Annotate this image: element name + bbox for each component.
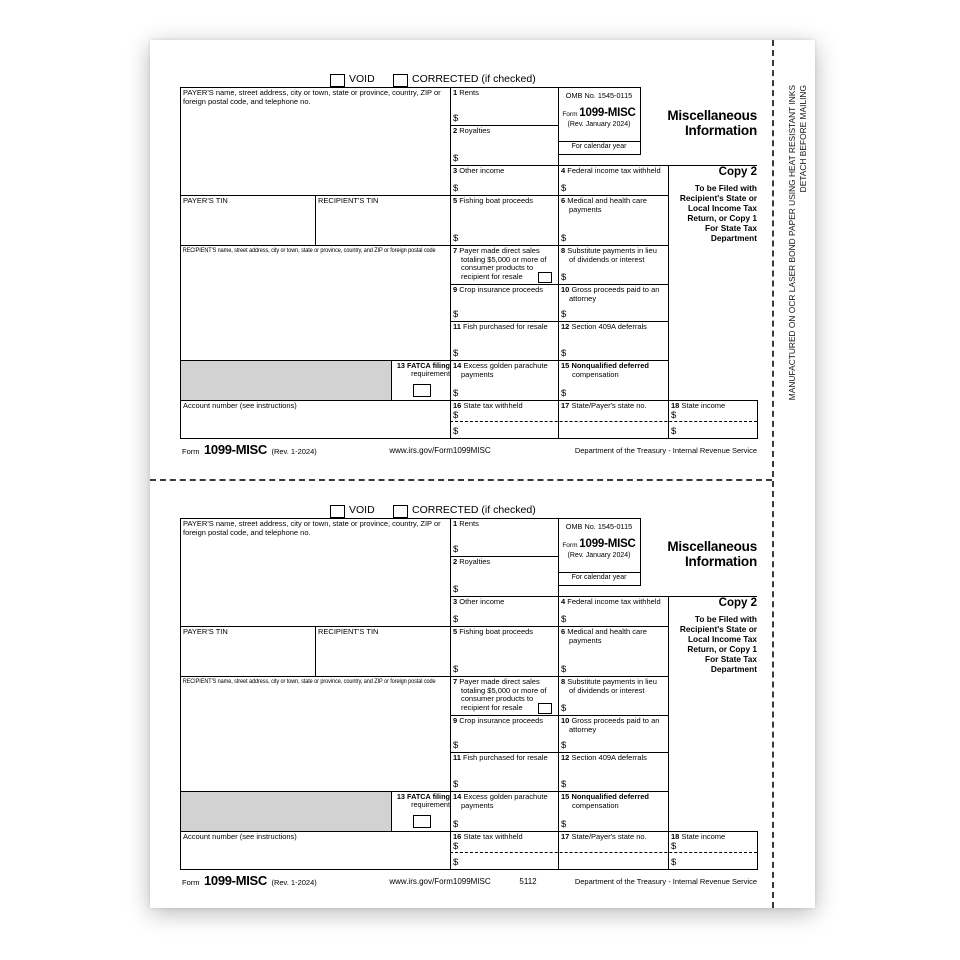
box-10-gross-proceeds: [558, 715, 668, 752]
corrected-label: CORRECTED (if checked): [412, 504, 536, 516]
box-label: [450, 400, 558, 411]
dollar-sign: $: [561, 272, 567, 283]
box-14-golden-parachute: [450, 360, 558, 400]
box-label: [558, 195, 659, 214]
recipient-tin-cell: [315, 626, 450, 676]
box-6-medical-payments: [558, 195, 668, 245]
corrected-checkbox[interactable]: [393, 505, 408, 518]
payer-info-label: PAYER'S name, street address, city or town, state or province, country, ZIP or foreign postal code, and telephone no.: [183, 519, 441, 537]
box-text: Fish purchased for resale: [463, 322, 548, 331]
box-text-line2: compensation: [572, 369, 619, 379]
dollar-sign: $: [671, 857, 677, 868]
box-11-fish-purchased: [450, 321, 558, 360]
copy-label: Copy 2: [718, 597, 757, 609]
account-number-cell: [180, 831, 450, 869]
payer-tin-label: PAYER'S TIN: [183, 196, 228, 205]
box-label: [450, 626, 558, 637]
box-17-payer-state-no: [558, 831, 668, 869]
box-2-royalties: [450, 125, 558, 165]
box-18-state-income: [668, 831, 757, 869]
box-11-fish-purchased: [450, 752, 558, 791]
form-title-line1: Miscellaneous: [667, 108, 757, 123]
dollar-sign: $: [671, 841, 677, 852]
box-number: 3: [453, 166, 458, 175]
box-label: [558, 284, 666, 303]
box-number: 18: [671, 832, 680, 841]
payer-tin-cell: [180, 195, 315, 245]
box-label: [558, 626, 659, 645]
box-number: 5: [453, 627, 458, 636]
form-word: Form: [562, 542, 578, 549]
form-title-line2: Information: [684, 554, 757, 569]
void-label: VOID: [349, 504, 375, 516]
box-number: 18: [671, 401, 680, 410]
treasury-line: Department of the Treasury - Internal Revenue Service: [574, 446, 757, 455]
box-text: Rents: [459, 88, 479, 97]
box-text: Excess golden parachute payments: [461, 792, 548, 810]
box-text: State/Payer's state no.: [571, 832, 647, 841]
box-text: State tax withheld: [463, 401, 523, 410]
irs-url: www.irs.gov/Form1099MISC: [389, 877, 491, 886]
box-number: 17: [561, 832, 570, 841]
edge-print-note: [787, 85, 809, 415]
box-number: 13: [396, 792, 405, 801]
box-text: State/Payer's state no.: [571, 401, 647, 410]
box-text: Payer made direct sales totaling $5,000 or more of consumer products to recipient for resale: [459, 677, 547, 712]
box-text: State income: [681, 832, 726, 841]
box-number: 6: [561, 196, 566, 205]
account-number-label: Account number (see instructions): [183, 832, 297, 841]
copy-note-line: Local Income Tax: [687, 203, 757, 213]
recipient-tin-label: RECIPIENT'S TIN: [318, 196, 379, 205]
recipient-tin-cell: [315, 195, 450, 245]
shaded-unused-box: [180, 791, 391, 831]
omb-number: OMB No. 1545-0115: [565, 91, 633, 100]
box-label: [450, 195, 558, 206]
payer-info-cell: [180, 87, 448, 195]
form-number: 1099-MISC: [579, 107, 636, 119]
dollar-sign: $: [561, 703, 567, 714]
box-text: Fishing boat proceeds: [459, 196, 534, 205]
box-label: [668, 400, 757, 411]
void-checkbox[interactable]: [330, 74, 345, 87]
box-number: 8: [561, 246, 566, 255]
form-title-line1: Miscellaneous: [667, 539, 757, 554]
box-text: Fish purchased for resale: [463, 753, 548, 762]
fatca-checkbox[interactable]: [413, 384, 431, 397]
footer-revision: (Rev. 1-2024): [271, 447, 317, 456]
box-label: [558, 400, 668, 411]
dollar-sign: $: [453, 348, 459, 359]
dollar-sign: $: [453, 614, 459, 625]
copy-note-line: Recipient's State or: [679, 193, 757, 203]
dollar-sign: $: [561, 779, 567, 790]
form-title-line2: Information: [684, 123, 757, 138]
dollar-sign: $: [453, 410, 459, 421]
box-text: Medical and health care payments: [567, 196, 647, 214]
box-text: Other income: [459, 166, 505, 175]
box-5-fishing-boat: [450, 626, 558, 676]
box-7-direct-sales: [450, 245, 553, 284]
box-label: [558, 715, 666, 734]
void-corrected-row: [150, 73, 815, 87]
dollar-sign: $: [453, 740, 459, 751]
box-text: Crop insurance proceeds: [459, 716, 544, 725]
box-text: Royalties: [459, 557, 491, 566]
void-label: VOID: [349, 73, 375, 85]
box-7-direct-sales: [450, 676, 553, 715]
box-9-crop-insurance: [450, 284, 558, 321]
copy-note-line: Local Income Tax: [687, 634, 757, 644]
box-text: Federal income tax withheld: [567, 166, 661, 175]
box-text: Excess golden parachute payments: [461, 361, 548, 379]
copy-note-line: Department: [710, 233, 757, 243]
box-number: 3: [453, 597, 458, 606]
box-13-fatca: [391, 360, 450, 402]
box-number: 9: [453, 716, 458, 725]
form-title: [620, 108, 757, 138]
dollar-sign: $: [561, 819, 567, 830]
box-text: Gross proceeds paid to an attorney: [569, 716, 660, 734]
box-number: 16: [453, 401, 462, 410]
dollar-sign: $: [671, 410, 677, 421]
dollar-sign: $: [561, 183, 567, 194]
product-code: 5112: [519, 877, 537, 886]
vertical-perforation: [772, 40, 774, 908]
copy-note-line: For State Tax: [705, 654, 757, 664]
box-text: FATCA filing: [407, 361, 450, 370]
direct-sales-checkbox[interactable]: [538, 272, 552, 283]
box-4-federal-tax: [558, 165, 668, 195]
box-number: 16: [453, 832, 462, 841]
box-text: Other income: [459, 597, 505, 606]
box-3-other-income: [450, 165, 558, 195]
recipient-info-cell: [180, 676, 450, 791]
box-6-medical-payments: [558, 626, 668, 676]
calendar-year-cell: For calendar year: [571, 143, 627, 150]
box-label: [558, 752, 668, 763]
box-label: [668, 831, 757, 842]
box-4-federal-tax: [558, 596, 668, 626]
dollar-sign: $: [561, 664, 567, 675]
form-footer: [150, 441, 757, 459]
box-text: Payer made direct sales totaling $5,000 or more of consumer products to recipient for resale: [459, 246, 547, 281]
box-13-fatca: [391, 791, 450, 833]
box-12-409a-deferrals: [558, 321, 668, 360]
box-text: State income: [681, 401, 726, 410]
box-label: [558, 676, 666, 695]
box-number: 2: [453, 126, 458, 135]
form-copy-bottom: [150, 506, 815, 896]
footer-form-id: [182, 441, 317, 459]
corrected-checkbox[interactable]: [393, 74, 408, 87]
box-number: 12: [561, 322, 570, 331]
detach-note: DETACH BEFORE MAILING: [798, 85, 808, 193]
form-sheet: [150, 40, 815, 908]
box-2-royalties: [450, 556, 558, 596]
box-number: 4: [561, 597, 566, 606]
grid-line: [757, 400, 758, 438]
box-number: 1: [453, 519, 458, 528]
omb-number: OMB No. 1545-0115: [565, 522, 633, 531]
box-12-409a-deferrals: [558, 752, 668, 791]
recipient-info-cell: [180, 245, 450, 360]
box-8-substitute-payments: [558, 676, 668, 715]
box-label: [450, 165, 558, 176]
box-number: 6: [561, 627, 566, 636]
calendar-year-cell: For calendar year: [571, 574, 627, 581]
box-number: 12: [561, 753, 570, 762]
dollar-sign: $: [453, 819, 459, 830]
dollar-sign: $: [453, 153, 459, 164]
form-copy-top: [150, 75, 815, 465]
corrected-label: CORRECTED (if checked): [412, 73, 536, 85]
box-text: Rents: [459, 519, 479, 528]
copy-note-line: To be Filed with: [694, 614, 757, 624]
dollar-sign: $: [453, 233, 459, 244]
box-label: [450, 596, 558, 607]
box-number: 11: [453, 322, 461, 331]
irs-url: www.irs.gov/Form1099MISC: [389, 446, 491, 455]
account-number-cell: [180, 400, 450, 438]
dollar-sign: $: [453, 664, 459, 675]
box-label: [450, 360, 558, 379]
box-label: [450, 831, 558, 842]
form-revision: (Rev. January 2024): [567, 552, 631, 559]
form-title: [620, 539, 757, 569]
account-number-label: Account number (see instructions): [183, 401, 297, 410]
box-number: 7: [453, 677, 458, 686]
dollar-sign: $: [453, 841, 459, 852]
box-label: [450, 791, 558, 810]
box-17-payer-state-no: [558, 400, 668, 438]
box-number: 1: [453, 88, 458, 97]
box-number: 11: [453, 753, 461, 762]
box-8-substitute-payments: [558, 245, 668, 284]
box-label: [558, 360, 668, 379]
box-16-state-tax: [450, 400, 558, 438]
direct-sales-checkbox[interactable]: [538, 703, 552, 714]
box-1-rents: [450, 87, 558, 125]
dollar-sign: $: [561, 233, 567, 244]
box-label: [450, 284, 558, 295]
dollar-sign: $: [453, 183, 459, 194]
box-number: 14: [453, 792, 462, 801]
footer-form-word: Form: [182, 447, 200, 456]
copy-note-line: Return, or Copy 1: [687, 644, 757, 654]
box-number: 7: [453, 246, 458, 255]
dollar-sign: $: [453, 779, 459, 790]
box-number: 8: [561, 677, 566, 686]
box-15-nonqualified-deferred: [558, 791, 668, 831]
box-text: Medical and health care payments: [567, 627, 647, 645]
box-text: Substitute payments in lieu of dividends or interest: [567, 246, 657, 264]
copy-note-line: To be Filed with: [694, 183, 757, 193]
footer-form-number: 1099-MISC: [203, 442, 268, 457]
recipient-info-label: RECIPIENT'S name, street address, city or town, state or province, country, and ZIP or foreign postal code: [182, 247, 436, 254]
payer-tin-cell: [180, 626, 315, 676]
box-text: Royalties: [459, 126, 491, 135]
box-10-gross-proceeds: [558, 284, 668, 321]
footer-form-word: Form: [182, 878, 200, 887]
dollar-sign: $: [453, 544, 459, 555]
copy-note-line: For State Tax: [705, 223, 757, 233]
footer-form-number: 1099-MISC: [203, 873, 268, 888]
dollar-sign: $: [561, 388, 567, 399]
box-number: 2: [453, 557, 458, 566]
box-label: [558, 165, 668, 176]
dollar-sign: $: [453, 426, 459, 437]
manufactured-note: MANUFACTURED ON OCR LASER BOND PAPER USING HEAT RESISTANT INKS: [787, 85, 797, 401]
treasury-line: Department of the Treasury - Internal Revenue Service: [574, 877, 757, 886]
payer-info-label: PAYER'S name, street address, city or town, state or province, country, ZIP or foreign postal code, and telephone no.: [183, 88, 441, 106]
box-text: FATCA filing: [407, 792, 450, 801]
box-text-line2: requirement: [411, 369, 450, 379]
box-label: [450, 556, 558, 567]
box-number: 10: [561, 716, 570, 725]
box-label: [450, 715, 558, 726]
box-label: [450, 752, 558, 763]
box-number: 10: [561, 285, 570, 294]
dollar-sign: $: [453, 584, 459, 595]
payer-info-cell: [180, 518, 448, 626]
box-15-nonqualified-deferred: [558, 360, 668, 400]
recipient-info-label: RECIPIENT'S name, street address, city or town, state or province, country, and ZIP or foreign postal code: [182, 678, 436, 685]
box-3-other-income: [450, 596, 558, 626]
dollar-sign: $: [453, 857, 459, 868]
box-label: [558, 245, 666, 264]
void-corrected-row: [150, 504, 815, 518]
form-word: Form: [562, 111, 578, 118]
box-text-line2: requirement: [411, 800, 450, 810]
copy-label: Copy 2: [718, 166, 757, 178]
box-text: Crop insurance proceeds: [459, 285, 544, 294]
dollar-sign: $: [561, 740, 567, 751]
copy-note-line: Return, or Copy 1: [687, 213, 757, 223]
box-5-fishing-boat: [450, 195, 558, 245]
copy-note-line: Department: [710, 664, 757, 674]
box-number: 9: [453, 285, 458, 294]
payer-tin-label: PAYER'S TIN: [183, 627, 228, 636]
box-label: [450, 87, 558, 98]
footer-revision: (Rev. 1-2024): [271, 878, 317, 887]
box-number: 15: [561, 361, 570, 370]
horizontal-perforation: [150, 479, 772, 481]
box-text: Nonqualified deferred: [571, 792, 649, 801]
box-number: 15: [561, 792, 570, 801]
box-18-state-income: [668, 400, 757, 438]
copy-note-line: Recipient's State or: [679, 624, 757, 634]
box-number: 17: [561, 401, 570, 410]
box-text: Federal income tax withheld: [567, 597, 661, 606]
box-number: 5: [453, 196, 458, 205]
box-text: Section 409A deferrals: [571, 753, 647, 762]
grid-line: [757, 831, 758, 869]
box-label: [450, 125, 558, 136]
box-number: 4: [561, 166, 566, 175]
box-label: [558, 321, 668, 332]
box-text: Nonqualified deferred: [571, 361, 649, 370]
box-text: State tax withheld: [463, 832, 523, 841]
box-label: [558, 596, 668, 607]
box-9-crop-insurance: [450, 715, 558, 752]
recipient-tin-label: RECIPIENT'S TIN: [318, 627, 379, 636]
fatca-checkbox[interactable]: [413, 815, 431, 828]
dollar-sign: $: [453, 388, 459, 399]
box-text: Fishing boat proceeds: [459, 627, 534, 636]
form-footer: [150, 872, 757, 890]
form-number: 1099-MISC: [579, 538, 636, 550]
box-text: Gross proceeds paid to an attorney: [569, 285, 660, 303]
box-label: [558, 791, 668, 810]
box-14-golden-parachute: [450, 791, 558, 831]
box-text-line2: compensation: [572, 800, 619, 810]
dollar-sign: $: [671, 426, 677, 437]
box-text: Section 409A deferrals: [571, 322, 647, 331]
dollar-sign: $: [453, 113, 459, 124]
box-label: [450, 321, 558, 332]
box-number: 14: [453, 361, 462, 370]
box-label: [450, 518, 558, 529]
dollar-sign: $: [561, 309, 567, 320]
shaded-unused-box: [180, 360, 391, 400]
box-16-state-tax: [450, 831, 558, 869]
form-revision: (Rev. January 2024): [567, 121, 631, 128]
box-text: Substitute payments in lieu of dividends or interest: [567, 677, 657, 695]
box-1-rents: [450, 518, 558, 556]
dollar-sign: $: [561, 614, 567, 625]
dollar-sign: $: [561, 348, 567, 359]
footer-form-id: [182, 872, 317, 890]
void-checkbox[interactable]: [330, 505, 345, 518]
grid-line: [180, 438, 758, 439]
box-label: [558, 831, 668, 842]
dollar-sign: $: [453, 309, 459, 320]
box-number: 13: [396, 361, 405, 370]
grid-line: [180, 869, 758, 870]
